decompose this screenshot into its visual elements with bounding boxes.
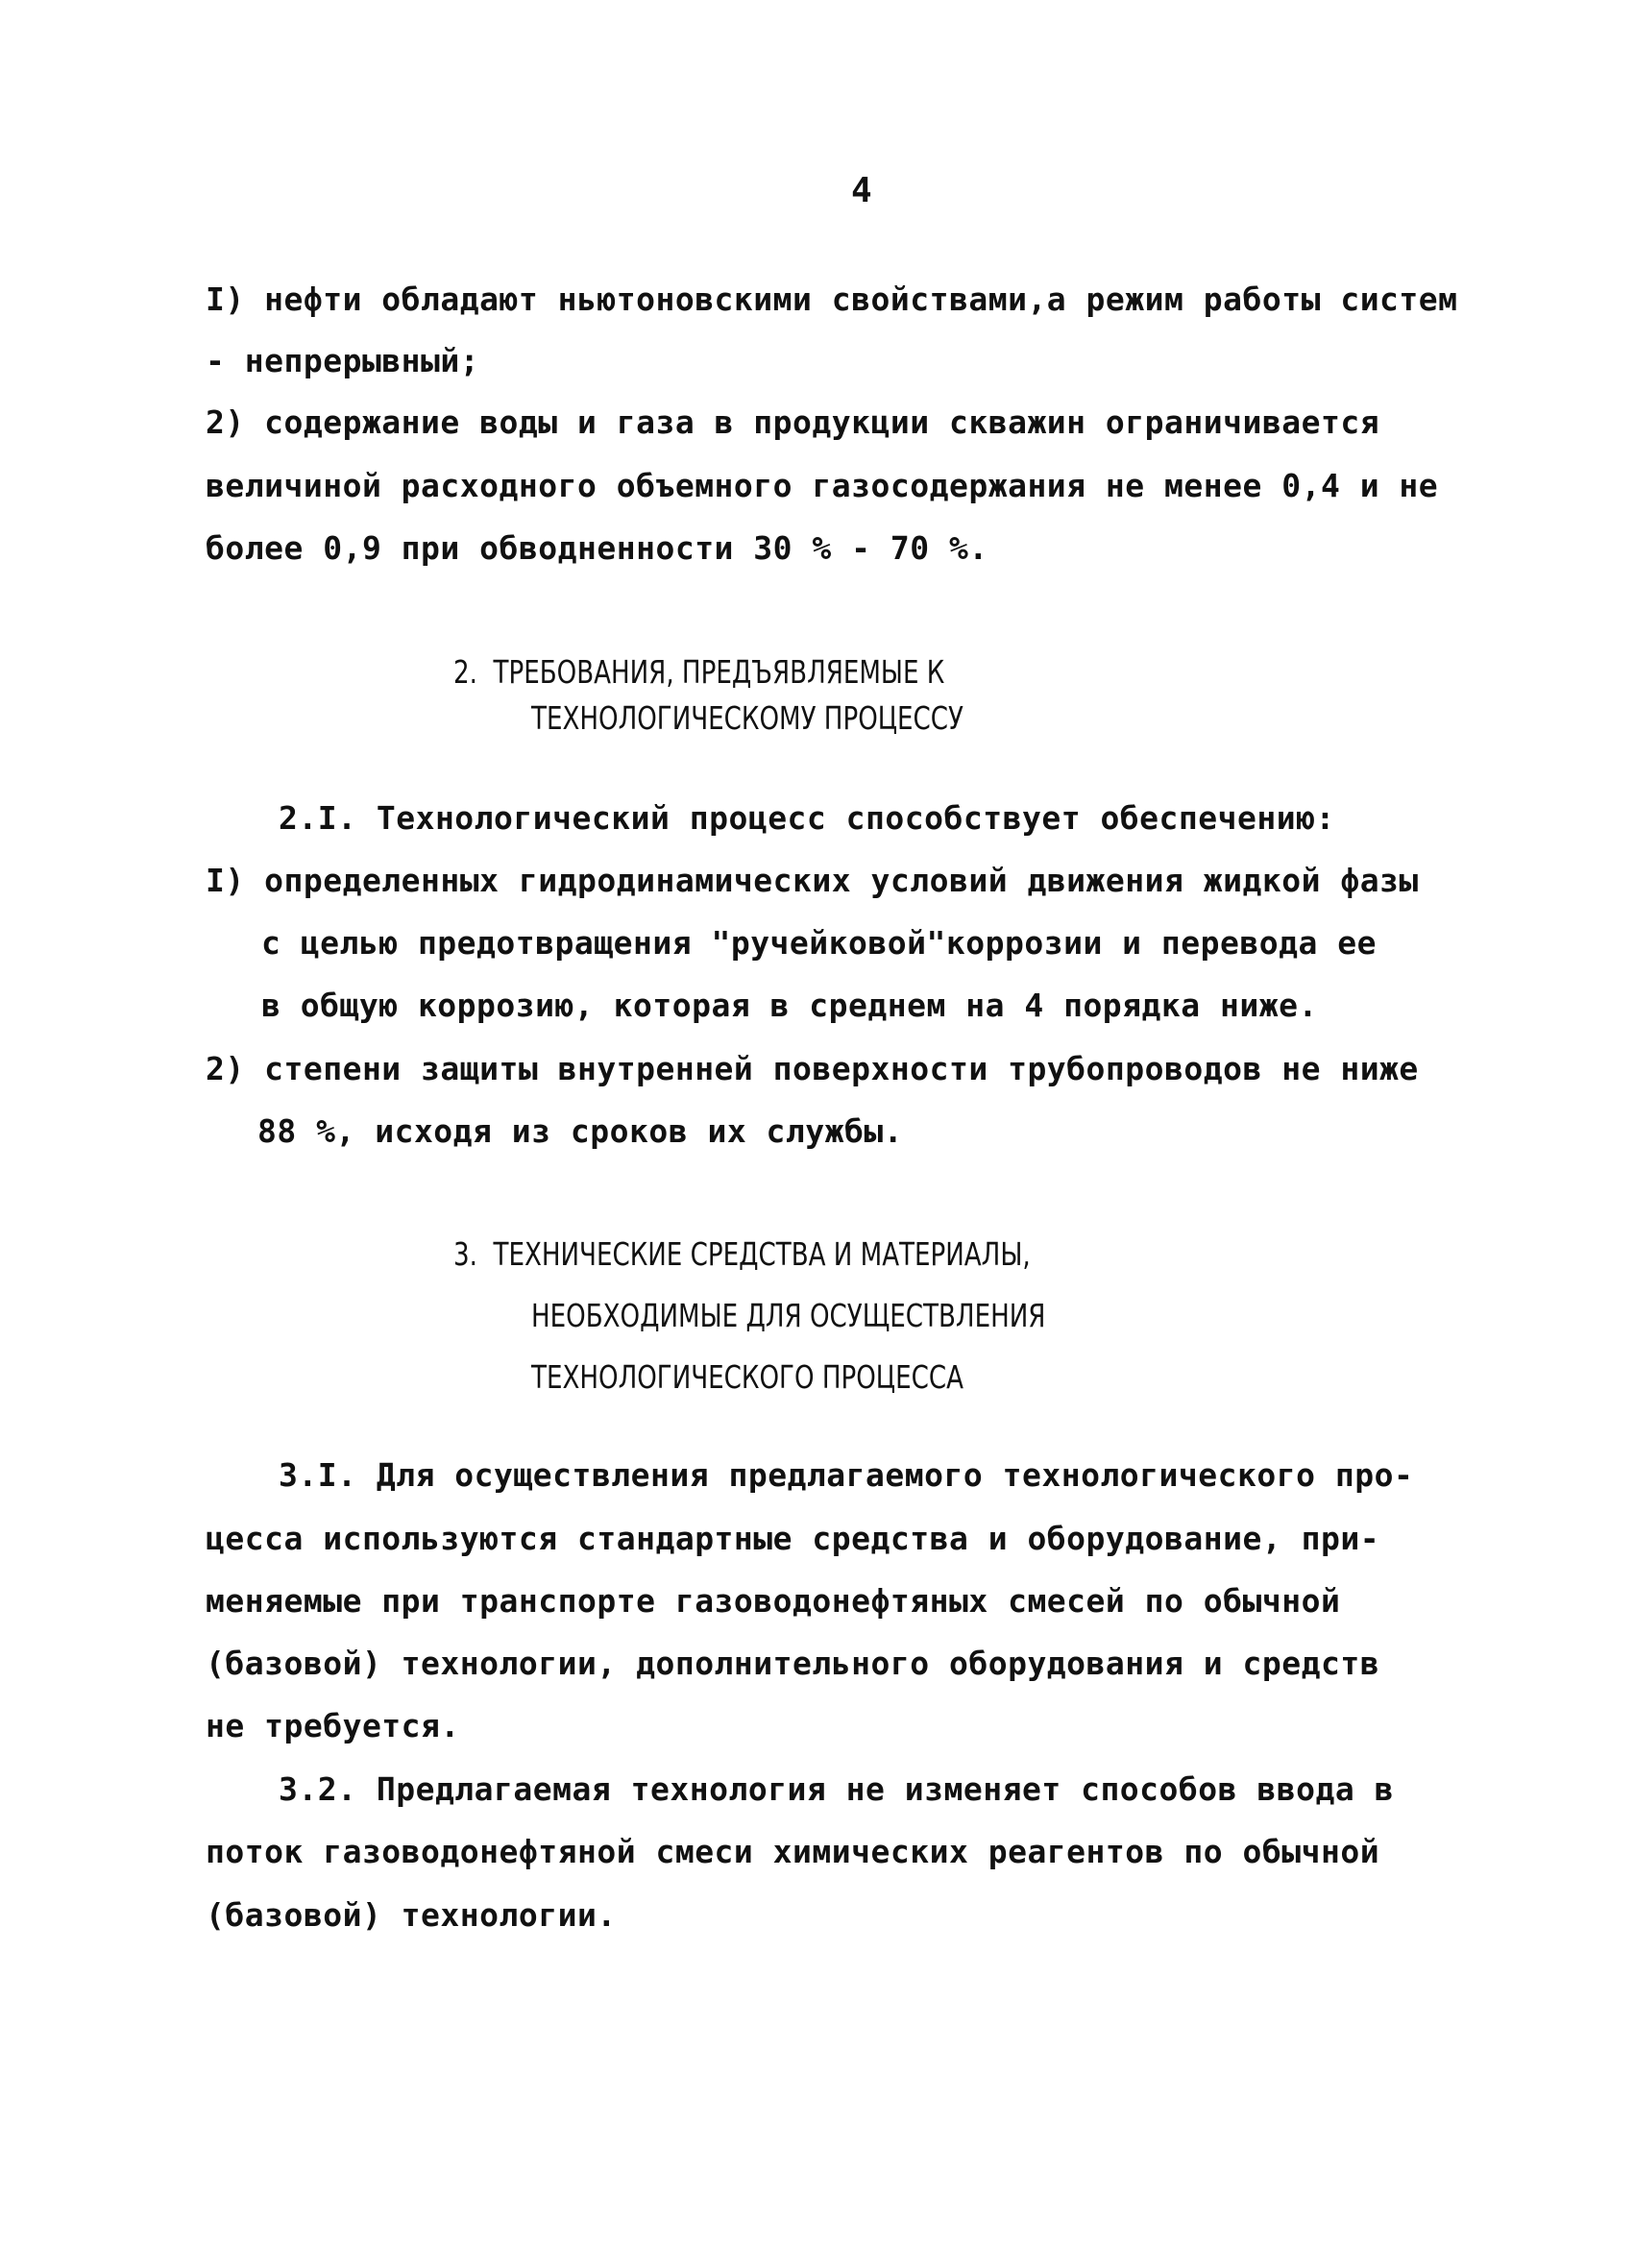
section-3-paragraph-1-line-1: 3.I. Для осуществления предлагаемого технологического про- xyxy=(279,1456,1414,1494)
section-2-heading-line-1: 2. ТРЕБОВАНИЯ, ПРЕДЪЯВЛЯЕМЫЕ К xyxy=(453,653,945,691)
intro-line-4: величиной расходного объемного газосодержания не менее 0,4 и не xyxy=(206,467,1439,504)
section-3-paragraph-1-line-2: цесса используются стандартные средства и оборудование, при- xyxy=(206,1520,1380,1557)
section-2-heading-line-2: ТЕХНОЛОГИЧЕСКОМУ ПРОЦЕССУ xyxy=(531,699,963,737)
section-2-item-2-line-2: 88 %, исходя из сроков их службы. xyxy=(257,1112,904,1150)
section-3-heading-line-3: ТЕХНОЛОГИЧЕСКОГО ПРОЦЕССА xyxy=(531,1358,963,1396)
section-2-item-1-line-1: I) определенных гидродинамических условий движения жидкой фазы xyxy=(206,862,1419,899)
intro-line-5: более 0,9 при обводненности 30 % - 70 %. xyxy=(206,529,988,567)
section-2-item-1-line-3: в общую коррозию, которая в среднем на 4 порядка ниже. xyxy=(261,987,1318,1024)
section-3-heading-line-1: 3. ТЕХНИЧЕСКИЕ СРЕДСТВА И МАТЕРИАЛЫ, xyxy=(453,1235,1031,1273)
section-3-paragraph-1-line-3: меняемые при транспорте газоводонефтяных смесей по обычной xyxy=(206,1582,1341,1620)
intro-line-1: I) нефти обладают ньютоновскими свойствами,а режим работы систем xyxy=(206,280,1458,318)
section-3-paragraph-1-line-4: (базовой) технологии, дополнительного оборудования и средств xyxy=(206,1645,1380,1682)
section-2-item-2-line-1: 2) степени защиты внутренней поверхности трубопроводов не ниже xyxy=(206,1050,1419,1087)
intro-line-3: 2) содержание воды и газа в продукции скважин ограничивается xyxy=(206,403,1380,441)
section-2-paragraph-1: 2.I. Технологический процесс способствует обеспечению: xyxy=(279,799,1335,837)
section-2-item-1-line-2: с целью предотвращения "ручейковой"коррозии и перевода ее xyxy=(261,924,1377,962)
section-3-paragraph-2-line-3: (базовой) технологии. xyxy=(206,1896,617,1934)
section-3-paragraph-2-line-2: поток газоводонефтяной смеси химических реагентов по обычной xyxy=(206,1833,1380,1870)
page-number: 4 xyxy=(851,171,872,210)
section-3-paragraph-2-line-1: 3.2. Предлагаемая технология не изменяет способов ввода в xyxy=(279,1770,1394,1808)
section-3-paragraph-1-line-5: не требуется. xyxy=(206,1707,460,1744)
section-3-heading-line-2: НЕОБХОДИМЫЕ ДЛЯ ОСУЩЕСТВЛЕНИЯ xyxy=(531,1297,1046,1334)
intro-line-2: - непрерывный; xyxy=(206,342,480,379)
